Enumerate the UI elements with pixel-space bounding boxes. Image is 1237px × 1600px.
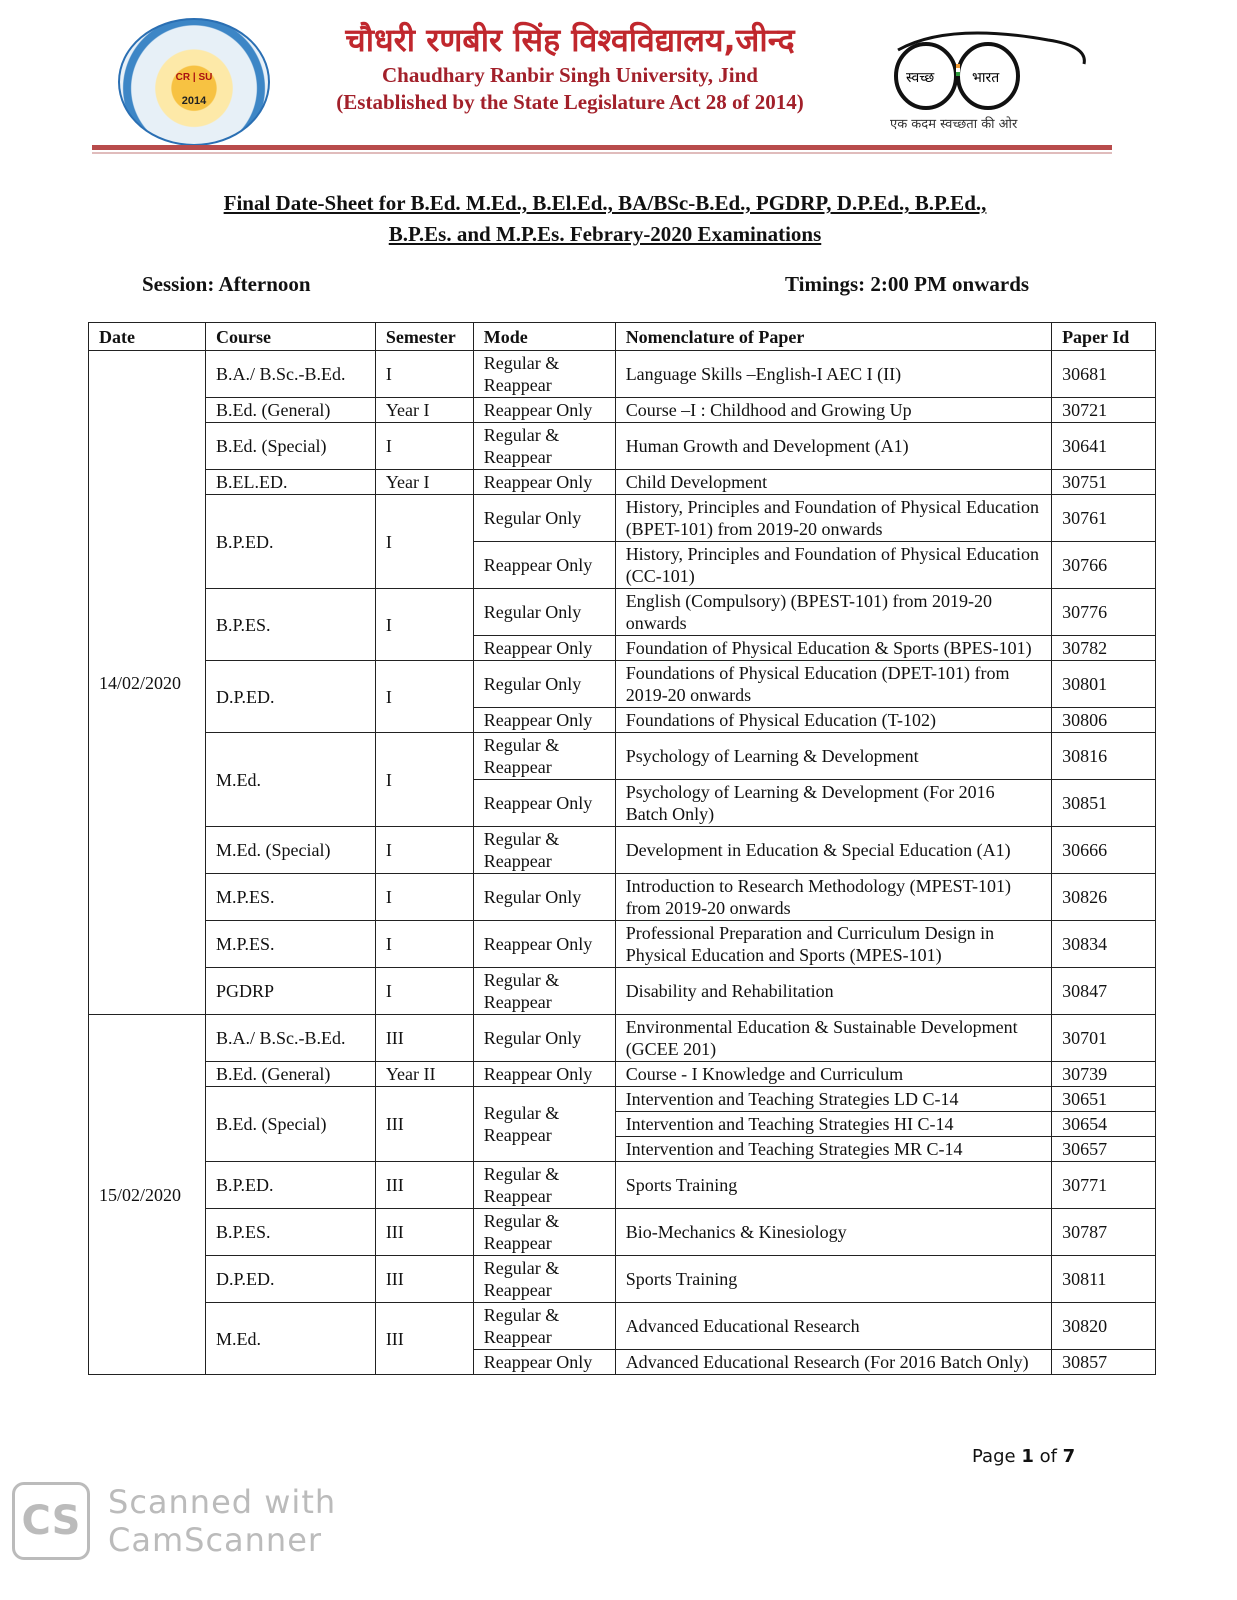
semester: I (375, 589, 473, 661)
title-line-2: B.P.Es. and M.P.Es. Febrary-2020 Examinations (388, 222, 822, 246)
paper-name: Bio-Mechanics & Kinesiology (615, 1209, 1051, 1256)
exam-mode: Regular & Reappear (473, 827, 615, 874)
english-university-title (290, 62, 850, 116)
page-total: 7 (1062, 1446, 1076, 1467)
semester: I (375, 351, 473, 398)
exam-mode: Regular & Reappear (473, 1256, 615, 1303)
paper-name: Disability and Rehabilitation (615, 968, 1051, 1015)
paper-name: Child Development (615, 470, 1051, 495)
paper-name: Foundations of Physical Education (DPET-101) from 2019-20 onwards (615, 661, 1051, 708)
paper-name: Language Skills –English-I AEC I (II) (615, 351, 1051, 398)
page-current: 1 (1021, 1446, 1034, 1467)
header-nomenclature: Nomenclature of Paper (615, 323, 1051, 351)
exam-date: 14/02/2020 (89, 351, 206, 1015)
exam-mode: Regular & Reappear (473, 423, 615, 470)
exam-mode: Reappear Only (473, 921, 615, 968)
paper-name: Development in Education & Special Education (A1) (615, 827, 1051, 874)
header-divider-thin (92, 152, 1112, 154)
course-name: B.A./ B.Sc.-B.Ed. (205, 351, 375, 398)
paper-id: 30751 (1052, 470, 1156, 495)
course-name: B.Ed. (General) (205, 1062, 375, 1087)
table-row (89, 1209, 1156, 1256)
exam-mode: Reappear Only (473, 1062, 615, 1087)
exam-mode: Regular Only (473, 495, 615, 542)
course-name: B.A./ B.Sc.-B.Ed. (205, 1015, 375, 1062)
course-name: B.P.ES. (205, 1209, 375, 1256)
table-row (89, 733, 1156, 780)
glasses-icon (888, 30, 1098, 114)
paper-name: Intervention and Teaching Strategies MR C-14 (615, 1137, 1051, 1162)
header-date: Date (89, 323, 206, 351)
paper-id: 30651 (1052, 1087, 1156, 1112)
course-name: M.Ed. (205, 1303, 375, 1375)
paper-name: History, Principles and Foundation of Physical Education (BPET-101) from 2019-20 onwards (615, 495, 1051, 542)
swachh-tagline: एक कदम स्वच्छता की ओर (890, 117, 1018, 132)
exam-mode: Reappear Only (473, 542, 615, 589)
paper-id: 30641 (1052, 423, 1156, 470)
paper-name: Intervention and Teaching Strategies LD C-14 (615, 1087, 1051, 1112)
header-mode: Mode (473, 323, 615, 351)
course-name: M.P.ES. (205, 921, 375, 968)
paper-id: 30782 (1052, 636, 1156, 661)
bharat-text: भारत (972, 70, 1000, 86)
paper-id: 30766 (1052, 542, 1156, 589)
table-header-row (89, 323, 1156, 351)
swachh-bharat-logo (888, 30, 1098, 130)
exam-mode: Regular Only (473, 589, 615, 636)
paper-name: Intervention and Teaching Strategies HI C-14 (615, 1112, 1051, 1137)
semester: Year II (375, 1062, 473, 1087)
paper-id: 30771 (1052, 1162, 1156, 1209)
paper-id: 30739 (1052, 1062, 1156, 1087)
paper-id: 30826 (1052, 874, 1156, 921)
exam-mode: Reappear Only (473, 1350, 615, 1375)
exam-mode: Regular & Reappear (473, 733, 615, 780)
exam-mode: Regular Only (473, 661, 615, 708)
logo-year: 2014 (181, 95, 207, 107)
paper-id: 30816 (1052, 733, 1156, 780)
table-row (89, 589, 1156, 636)
table-row (89, 1303, 1156, 1350)
paper-name: Advanced Educational Research (For 2016 Batch Only) (615, 1350, 1051, 1375)
exam-mode: Reappear Only (473, 398, 615, 423)
semester: I (375, 733, 473, 827)
exam-mode: Regular & Reappear (473, 1162, 615, 1209)
table-row (89, 968, 1156, 1015)
table-row (89, 921, 1156, 968)
exam-mode: Regular & Reappear (473, 1303, 615, 1350)
watermark-line-2: CamScanner (108, 1521, 323, 1559)
semester: I (375, 827, 473, 874)
table-row (89, 1087, 1156, 1112)
paper-id: 30851 (1052, 780, 1156, 827)
timings-label: Timings: 2:00 PM onwards (785, 272, 1030, 296)
paper-id: 30776 (1052, 589, 1156, 636)
paper-id: 30701 (1052, 1015, 1156, 1062)
header-divider (92, 145, 1112, 150)
semester: I (375, 661, 473, 733)
semester: III (375, 1256, 473, 1303)
exam-date: 15/02/2020 (89, 1015, 206, 1375)
semester: III (375, 1209, 473, 1256)
table-row (89, 1256, 1156, 1303)
semester: I (375, 874, 473, 921)
paper-id: 30681 (1052, 351, 1156, 398)
paper-id: 30787 (1052, 1209, 1156, 1256)
table-row (89, 1162, 1156, 1209)
paper-name: Introduction to Research Methodology (MPEST-101) from 2019-20 onwards (615, 874, 1051, 921)
paper-id: 30847 (1052, 968, 1156, 1015)
table-row (89, 874, 1156, 921)
paper-name: Sports Training (615, 1256, 1051, 1303)
semester: III (375, 1015, 473, 1062)
semester: I (375, 921, 473, 968)
exam-mode: Regular & Reappear (473, 968, 615, 1015)
course-name: B.P.ES. (205, 589, 375, 661)
title-line-1: Final Date-Sheet for B.Ed. M.Ed., B.El.Ed., BA/BSc-B.Ed., PGDRP, D.P.Ed., B.P.Ed., (223, 191, 987, 215)
paper-name: Human Growth and Development (A1) (615, 423, 1051, 470)
table-row (89, 470, 1156, 495)
exam-mode: Reappear Only (473, 780, 615, 827)
course-name: B.Ed. (Special) (205, 1087, 375, 1162)
course-name: M.Ed. (Special) (205, 827, 375, 874)
semester: Year I (375, 470, 473, 495)
paper-name: Course - I Knowledge and Curriculum (615, 1062, 1051, 1087)
camscanner-watermark (12, 1482, 336, 1560)
paper-name: Environmental Education & Sustainable Development (GCEE 201) (615, 1015, 1051, 1062)
course-name: M.Ed. (205, 733, 375, 827)
table-row (89, 827, 1156, 874)
paper-id: 30820 (1052, 1303, 1156, 1350)
exam-mode: Reappear Only (473, 708, 615, 733)
course-name: B.P.ED. (205, 495, 375, 589)
established-note: (Established by the State Legislature Act 28 of 2014) (336, 90, 804, 114)
table-row (89, 1062, 1156, 1087)
semester: I (375, 423, 473, 470)
exam-mode: Reappear Only (473, 636, 615, 661)
paper-name: Psychology of Learning & Development (615, 733, 1051, 780)
paper-id: 30657 (1052, 1137, 1156, 1162)
exam-mode: Regular Only (473, 874, 615, 921)
paper-id: 30654 (1052, 1112, 1156, 1137)
semester: III (375, 1162, 473, 1209)
paper-name: English (Compulsory) (BPEST-101) from 2019-20 onwards (615, 589, 1051, 636)
session-label: Session: Afternoon (142, 272, 311, 296)
paper-id: 30806 (1052, 708, 1156, 733)
watermark-line-1: Scanned with (108, 1483, 337, 1521)
paper-name: Foundations of Physical Education (T-102) (615, 708, 1051, 733)
paper-name: Psychology of Learning & Development (For 2016 Batch Only) (615, 780, 1051, 827)
paper-id: 30666 (1052, 827, 1156, 874)
swachh-text: स्वच्छ (906, 70, 935, 86)
document-title (100, 188, 1110, 250)
table-row (89, 1015, 1156, 1062)
university-name: Chaudhary Ranbir Singh University, Jind (382, 63, 758, 87)
table-row (89, 423, 1156, 470)
table-row (89, 398, 1156, 423)
table-row (89, 495, 1156, 542)
course-name: B.EL.ED. (205, 470, 375, 495)
page-of: of (1033, 1446, 1063, 1467)
paper-name: Foundation of Physical Education & Sports (BPES-101) (615, 636, 1051, 661)
course-name: M.P.ES. (205, 874, 375, 921)
semester: III (375, 1087, 473, 1162)
course-name: D.P.ED. (205, 661, 375, 733)
course-name: PGDRP (205, 968, 375, 1015)
course-name: B.P.ED. (205, 1162, 375, 1209)
paper-id: 30834 (1052, 921, 1156, 968)
paper-id: 30857 (1052, 1350, 1156, 1375)
course-name: B.Ed. (Special) (205, 423, 375, 470)
paper-id: 30811 (1052, 1256, 1156, 1303)
semester: Year I (375, 398, 473, 423)
exam-mode: Regular & Reappear (473, 1087, 615, 1162)
exam-mode: Reappear Only (473, 470, 615, 495)
course-name: D.P.ED. (205, 1256, 375, 1303)
logo-crsu-text: CR | SU (175, 72, 213, 83)
header-semester: Semester (375, 323, 473, 351)
semester: I (375, 968, 473, 1015)
university-logo (118, 18, 270, 146)
paper-name: History, Principles and Foundation of Physical Education (CC-101) (615, 542, 1051, 589)
page-number (972, 1446, 1075, 1467)
paper-name: Advanced Educational Research (615, 1303, 1051, 1350)
table-row (89, 661, 1156, 708)
paper-name: Course –I : Childhood and Growing Up (615, 398, 1051, 423)
paper-name: Professional Preparation and Curriculum Design in Physical Education and Sports (MPES-101) (615, 921, 1051, 968)
page-prefix: Page (972, 1446, 1022, 1467)
paper-id: 30761 (1052, 495, 1156, 542)
camscanner-logo: CS (12, 1482, 90, 1560)
exam-mode: Regular & Reappear (473, 351, 615, 398)
hindi-university-title: चौधरी रणबीर सिंह विश्वविद्यालय,जीन्द (345, 21, 795, 59)
semester: III (375, 1303, 473, 1375)
paper-id: 30721 (1052, 398, 1156, 423)
semester: I (375, 495, 473, 589)
paper-name: Sports Training (615, 1162, 1051, 1209)
header-course: Course (205, 323, 375, 351)
table-body (89, 351, 1156, 1375)
exam-mode: Regular & Reappear (473, 1209, 615, 1256)
date-sheet-table (88, 322, 1156, 1375)
course-name: B.Ed. (General) (205, 398, 375, 423)
paper-id: 30801 (1052, 661, 1156, 708)
header-paper-id: Paper Id (1052, 323, 1156, 351)
exam-mode: Regular Only (473, 1015, 615, 1062)
table-row (89, 351, 1156, 398)
